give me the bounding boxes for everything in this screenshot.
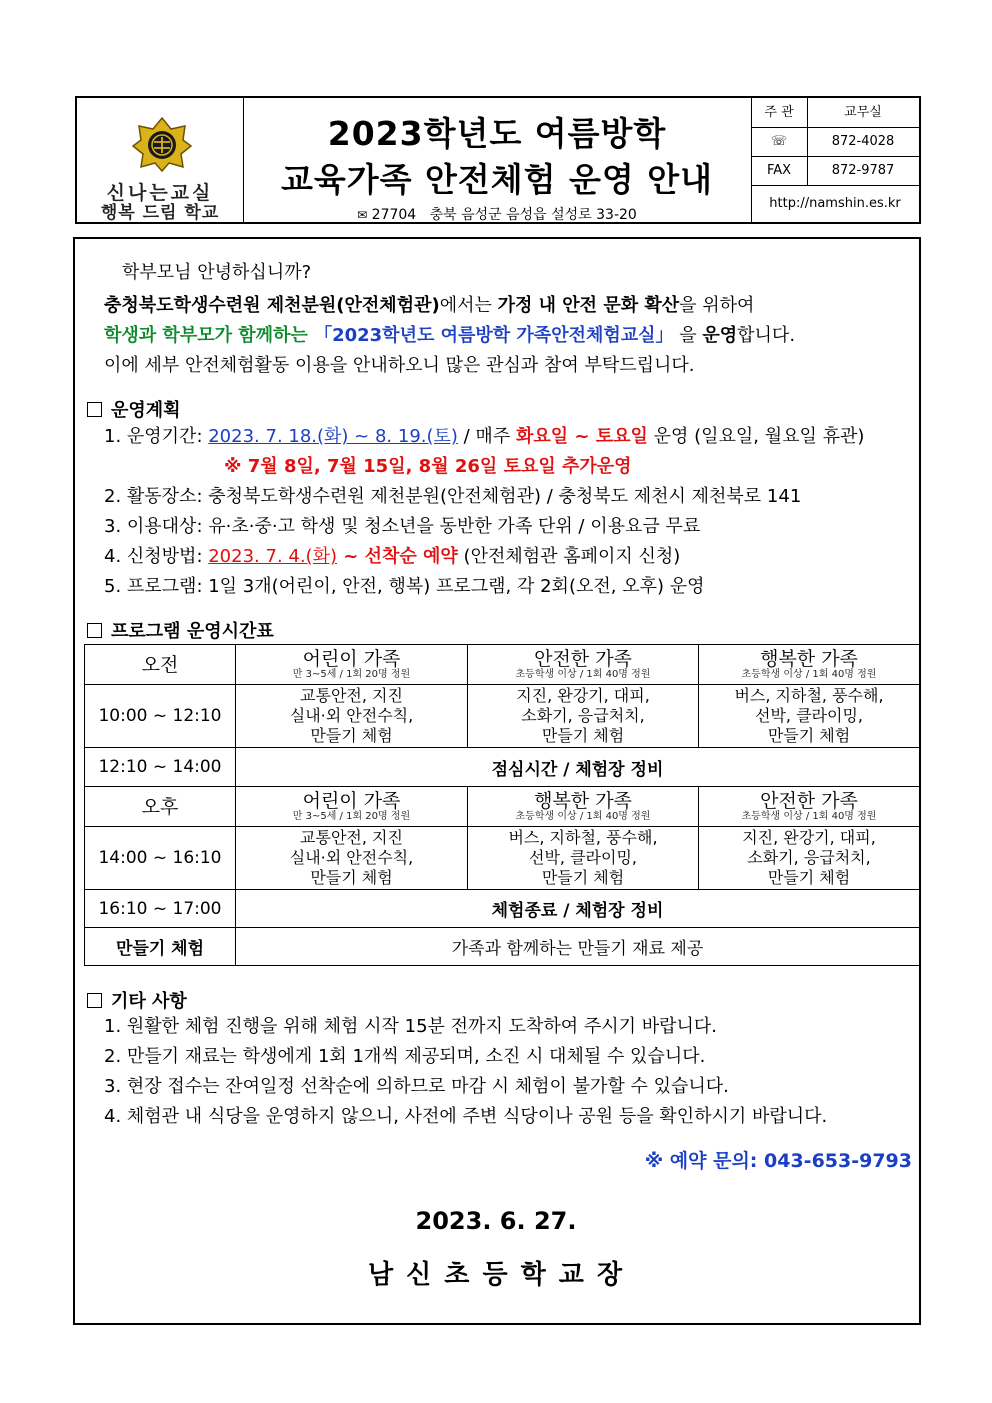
table-row <box>85 685 920 748</box>
intro-text: 에서는 <box>439 295 498 316</box>
content-line: 지진, 완강기, 대피, <box>516 686 650 705</box>
program-header <box>468 645 699 685</box>
program-capacity: 만 3~5세 / 1회 20명 정원 <box>292 668 411 680</box>
info-row-department <box>751 98 919 128</box>
etc-item: 4. 체험관 내 식당을 운영하지 않으니, 사전에 주변 식당이나 공원 등을 확인하시기 바랍니다. <box>104 1106 828 1127</box>
program-capacity: 만 3~5세 / 1회 20명 정원 <box>292 810 411 822</box>
mail-icon: ✉ <box>357 208 368 222</box>
program-header <box>236 787 468 827</box>
section-plan-heading <box>87 396 181 422</box>
address-text: 충북 음성군 음성읍 설성로 33-20 <box>429 207 637 223</box>
intro-paragraph-line2 <box>104 295 754 317</box>
section-title: 프로그램 운영시간표 <box>111 621 274 642</box>
craft-label: 만들기 체험 <box>85 928 236 966</box>
logo-slogan-1: 신나는교실 <box>106 182 214 204</box>
greeting: 학부모님 안녕하십니까? <box>122 262 312 283</box>
program-capacity: 초등학생 이상 / 1회 40명 정원 <box>741 668 877 680</box>
intro-text: 을 위하여 <box>679 295 755 316</box>
plan-item-target: 3. 이용대상: 유·초·중·고 학생 및 청소년을 동반한 가족 단위 / 이용요금 무료 <box>104 516 701 537</box>
intro-text: 합니다. <box>737 325 796 346</box>
program-name: 어린이 가족 <box>302 789 401 812</box>
document-title-line1: 2023학년도 여름방학 <box>327 114 667 153</box>
lunch-break: 점심시간 / 체험장 정비 <box>236 748 920 787</box>
info-value: 교무실 <box>844 105 882 120</box>
info-key: FAX <box>751 156 808 185</box>
table-row <box>85 928 920 966</box>
section-etc-heading <box>87 987 187 1013</box>
table-row <box>85 787 920 827</box>
program-name: 안전한 가족 <box>760 789 858 812</box>
principal-signature: 남 신 초 등 학 교 장 <box>367 1260 625 1290</box>
craft-description: 가족과 함께하는 만들기 재료 제공 <box>236 928 920 966</box>
table-row <box>85 827 920 890</box>
intro-program-name: 「2023학년도 여름방학 가족안전체험교실」 <box>314 325 674 346</box>
intro-paragraph-line3 <box>104 325 795 347</box>
content-line: 만들기 체험 <box>767 868 851 887</box>
program-name: 행복한 가족 <box>760 647 858 670</box>
content-line: 지진, 완강기, 대피, <box>742 828 876 847</box>
plan-text: 운영 (일요일, 월요일 휴관) <box>647 426 865 447</box>
plan-text: (안전체험관 홈페이지 신청) <box>457 546 681 567</box>
plan-label: 4. 신청방법: <box>104 546 209 567</box>
phone-icon: ☏ <box>751 127 808 156</box>
program-name: 행복한 가족 <box>534 789 632 812</box>
letterhead <box>75 96 921 224</box>
info-value: 872-4028 <box>831 134 895 149</box>
plan-item-program: 5. 프로그램: 1일 3개(어린이, 안전, 행복) 프로그램, 각 2회(오전, 오후) 운영 <box>104 576 705 597</box>
pm-label: 오후 <box>85 787 236 827</box>
table-row <box>85 890 920 928</box>
zip-code: 27704 <box>371 207 417 223</box>
program-content <box>236 827 468 890</box>
info-value: 872-9787 <box>831 163 895 178</box>
time-slot: 12:10 ~ 14:00 <box>85 748 236 787</box>
plan-label: 1. 운영기간: <box>104 426 209 447</box>
intro-operate: 운영 <box>702 325 738 346</box>
content-line: 버스, 지하철, 풍수해, <box>508 828 658 847</box>
etc-item: 2. 만들기 재료는 학생에게 1회 1개씩 제공되며, 소진 시 대체될 수 있습니다. <box>104 1046 706 1067</box>
program-content <box>699 685 920 748</box>
section-title: 운영계획 <box>111 400 181 421</box>
etc-item: 3. 현장 접수는 잔여일정 선착순에 의하므로 마감 시 체험이 불가할 수 있습니다. <box>104 1076 729 1097</box>
content-line: 소화기, 응급처치, <box>747 848 871 867</box>
plan-item-application <box>104 546 680 568</box>
content-line: 교통안전, 지진 <box>300 828 403 847</box>
intro-text: 을 <box>673 325 703 346</box>
am-label: 오전 <box>85 645 236 685</box>
plan-text: / 매주 <box>457 426 516 447</box>
program-capacity: 초등학생 이상 / 1회 40명 정원 <box>741 810 877 822</box>
program-content <box>468 827 699 890</box>
etc-item: 1. 원활한 체험 진행을 위해 체험 시작 15분 전까지 도착하여 주시기 바랍니다. <box>104 1016 717 1037</box>
content-line: 만들기 체험 <box>541 726 625 745</box>
session-end: 체험종료 / 체험장 정비 <box>236 890 920 928</box>
program-name: 안전한 가족 <box>534 647 632 670</box>
time-slot: 16:10 ~ 17:00 <box>85 890 236 928</box>
checkbox-icon <box>87 993 102 1008</box>
content-line: 선박, 클라이밍, <box>529 848 637 867</box>
program-capacity: 초등학생 이상 / 1회 40명 정원 <box>515 668 651 680</box>
checkbox-icon <box>87 402 102 417</box>
application-method: ~ 선착순 예약 <box>337 546 458 567</box>
program-name: 어린이 가족 <box>302 647 401 670</box>
school-website-link[interactable]: http://namshin.es.kr <box>769 196 901 211</box>
application-date: 2023. 7. 4.(화) <box>208 546 337 567</box>
plan-extra-days-note: ※ 7월 8일, 7월 15일, 8월 26일 토요일 추가운영 <box>224 456 632 477</box>
document-date: 2023. 6. 27. <box>415 1207 577 1235</box>
title-cell <box>243 98 752 222</box>
program-header <box>699 787 920 827</box>
time-slot: 10:00 ~ 12:10 <box>85 685 236 748</box>
logo-slogan-2: 행복 드림 학교 <box>100 203 220 223</box>
program-header <box>468 787 699 827</box>
school-address <box>243 204 751 224</box>
table-row <box>85 748 920 787</box>
content-line: 교통안전, 지진 <box>300 686 403 705</box>
period-days: 화요일 ~ 토요일 <box>515 426 648 447</box>
content-line: 실내·외 안전수칙, <box>289 706 414 725</box>
info-row-fax <box>751 156 919 186</box>
intro-paragraph-line4: 이에 세부 안전체험활동 이용을 안내하오니 많은 관심과 참여 부탁드립니다. <box>104 355 695 376</box>
content-line: 선박, 클라이밍, <box>755 706 863 725</box>
program-capacity: 초등학생 이상 / 1회 40명 정원 <box>515 810 651 822</box>
plan-item-location: 2. 활동장소: 충청북도학생수련원 제천분원(안전체험관) / 충청북도 제천시 제천북로 141 <box>104 486 802 507</box>
section-schedule-heading <box>87 617 274 643</box>
content-line: 만들기 체험 <box>767 726 851 745</box>
info-key: 주 관 <box>751 98 808 127</box>
content-line: 만들기 체험 <box>310 726 393 745</box>
program-content <box>236 685 468 748</box>
program-content <box>699 827 920 890</box>
info-row-phone <box>751 127 919 157</box>
table-row <box>85 645 920 685</box>
intro-purpose: 가정 내 안전 문화 확산 <box>497 295 680 316</box>
schedule-table <box>84 644 919 967</box>
intro-target: 학생과 학부모가 함께하는 <box>104 325 315 346</box>
content-line: 버스, 지하철, 풍수해, <box>734 686 884 705</box>
content-line: 만들기 체험 <box>310 868 393 887</box>
period-dates: 2023. 7. 18.(화) ~ 8. 19.(토) <box>208 426 458 447</box>
section-title: 기타 사항 <box>111 991 187 1012</box>
content-line: 만들기 체험 <box>541 868 625 887</box>
time-slot: 14:00 ~ 16:10 <box>85 827 236 890</box>
contact-info-cell <box>751 98 919 222</box>
program-content <box>468 685 699 748</box>
school-emblem-icon <box>131 116 193 172</box>
school-logo-cell <box>77 98 244 222</box>
program-header <box>699 645 920 685</box>
content-line: 실내·외 안전수칙, <box>289 848 414 867</box>
reservation-contact: ※ 예약 문의: 043-653-9793 <box>644 1150 912 1172</box>
document-title-line2: 교육가족 안전체험 운영 안내 <box>280 160 713 199</box>
content-line: 소화기, 응급처치, <box>521 706 645 725</box>
intro-host-org: 충청북도학생수련원 제천분원(안전체험관) <box>104 295 440 316</box>
program-header <box>236 645 468 685</box>
checkbox-icon <box>87 623 102 638</box>
plan-item-period <box>104 426 864 448</box>
